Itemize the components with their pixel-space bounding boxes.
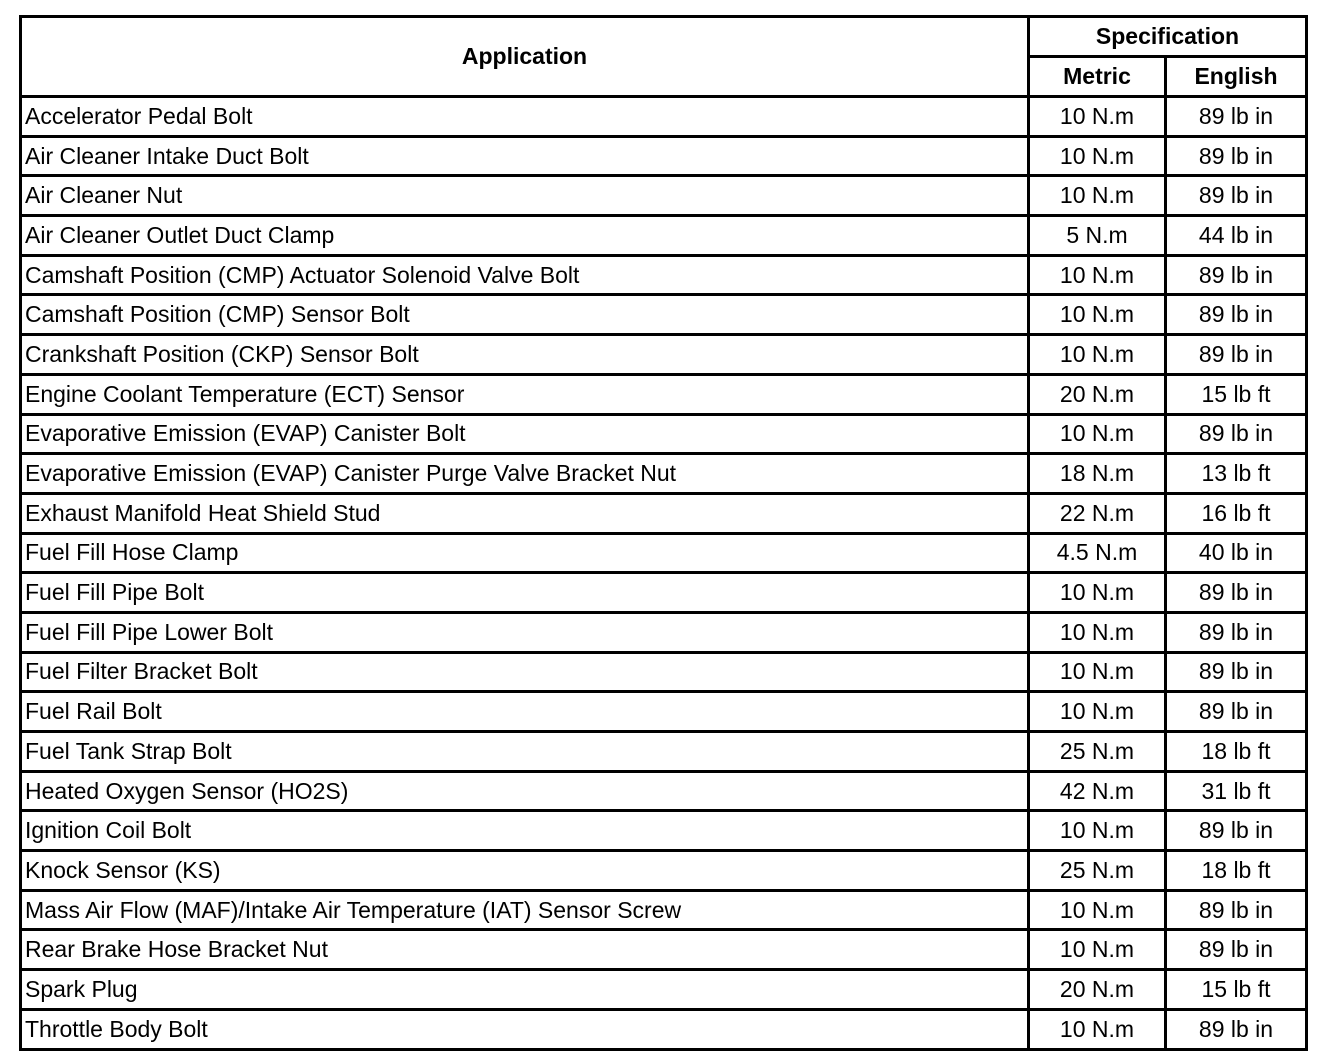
metric-value-cell: 4.5 N.m	[1029, 533, 1166, 573]
metric-value-cell: 10 N.m	[1029, 255, 1166, 295]
english-value-cell: 13 lb ft	[1166, 454, 1307, 494]
english-value-cell: 89 lb in	[1166, 652, 1307, 692]
english-value-cell: 89 lb in	[1166, 573, 1307, 613]
english-value-cell: 89 lb in	[1166, 176, 1307, 216]
table-row	[21, 176, 1307, 216]
metric-value-cell: 10 N.m	[1029, 811, 1166, 851]
metric-value-cell: 18 N.m	[1029, 454, 1166, 494]
application-cell: Rear Brake Hose Bracket Nut	[21, 930, 1029, 970]
english-column-header: English	[1166, 57, 1307, 97]
metric-value-cell: 10 N.m	[1029, 335, 1166, 375]
application-cell: Fuel Tank Strap Bolt	[21, 732, 1029, 772]
table-row	[21, 930, 1307, 970]
metric-value-cell: 10 N.m	[1029, 930, 1166, 970]
metric-value-cell: 10 N.m	[1029, 612, 1166, 652]
application-cell: Exhaust Manifold Heat Shield Stud	[21, 493, 1029, 533]
english-value-cell: 89 lb in	[1166, 930, 1307, 970]
metric-value-cell: 22 N.m	[1029, 493, 1166, 533]
application-cell: Fuel Fill Hose Clamp	[21, 533, 1029, 573]
table-row	[21, 652, 1307, 692]
table-row	[21, 295, 1307, 335]
metric-value-cell: 25 N.m	[1029, 732, 1166, 772]
metric-value-cell: 42 N.m	[1029, 771, 1166, 811]
english-value-cell: 89 lb in	[1166, 97, 1307, 137]
table-header	[21, 17, 1307, 97]
application-cell: Air Cleaner Intake Duct Bolt	[21, 136, 1029, 176]
metric-value-cell: 10 N.m	[1029, 176, 1166, 216]
english-value-cell: 89 lb in	[1166, 811, 1307, 851]
metric-value-cell: 20 N.m	[1029, 374, 1166, 414]
table-row	[21, 533, 1307, 573]
application-cell: Fuel Rail Bolt	[21, 692, 1029, 732]
metric-value-cell: 10 N.m	[1029, 1009, 1166, 1049]
fastener-specification-table	[19, 15, 1308, 1051]
english-value-cell: 89 lb in	[1166, 295, 1307, 335]
table-row	[21, 851, 1307, 891]
application-cell: Camshaft Position (CMP) Sensor Bolt	[21, 295, 1029, 335]
application-cell: Mass Air Flow (MAF)/Intake Air Temperature (IAT) Sensor Screw	[21, 890, 1029, 930]
application-cell: Fuel Fill Pipe Bolt	[21, 573, 1029, 613]
application-cell: Camshaft Position (CMP) Actuator Solenoid Valve Bolt	[21, 255, 1029, 295]
table-row	[21, 493, 1307, 533]
english-value-cell: 15 lb ft	[1166, 374, 1307, 414]
english-value-cell: 89 lb in	[1166, 414, 1307, 454]
table-row	[21, 732, 1307, 772]
application-cell: Heated Oxygen Sensor (HO2S)	[21, 771, 1029, 811]
metric-value-cell: 10 N.m	[1029, 295, 1166, 335]
english-value-cell: 89 lb in	[1166, 136, 1307, 176]
application-cell: Crankshaft Position (CKP) Sensor Bolt	[21, 335, 1029, 375]
english-value-cell: 89 lb in	[1166, 692, 1307, 732]
table-row	[21, 335, 1307, 375]
table-row	[21, 374, 1307, 414]
english-value-cell: 31 lb ft	[1166, 771, 1307, 811]
table-row	[21, 454, 1307, 494]
english-value-cell: 18 lb ft	[1166, 851, 1307, 891]
application-cell: Fuel Fill Pipe Lower Bolt	[21, 612, 1029, 652]
metric-value-cell: 10 N.m	[1029, 890, 1166, 930]
metric-value-cell: 10 N.m	[1029, 97, 1166, 137]
english-value-cell: 89 lb in	[1166, 890, 1307, 930]
english-value-cell: 40 lb in	[1166, 533, 1307, 573]
application-cell: Throttle Body Bolt	[21, 1009, 1029, 1049]
english-value-cell: 89 lb in	[1166, 335, 1307, 375]
table-row	[21, 811, 1307, 851]
metric-value-cell: 10 N.m	[1029, 136, 1166, 176]
table-row	[21, 136, 1307, 176]
application-cell: Accelerator Pedal Bolt	[21, 97, 1029, 137]
metric-value-cell: 10 N.m	[1029, 414, 1166, 454]
english-value-cell: 18 lb ft	[1166, 732, 1307, 772]
table-row	[21, 573, 1307, 613]
table-row	[21, 692, 1307, 732]
english-value-cell: 89 lb in	[1166, 1009, 1307, 1049]
specification-column-header: Specification	[1029, 17, 1307, 57]
table-row	[21, 1009, 1307, 1049]
application-cell: Ignition Coil Bolt	[21, 811, 1029, 851]
table-row	[21, 414, 1307, 454]
metric-value-cell: 10 N.m	[1029, 692, 1166, 732]
metric-value-cell: 20 N.m	[1029, 970, 1166, 1010]
english-value-cell: 89 lb in	[1166, 255, 1307, 295]
english-value-cell: 15 lb ft	[1166, 970, 1307, 1010]
metric-value-cell: 10 N.m	[1029, 573, 1166, 613]
table-row	[21, 216, 1307, 256]
table-row	[21, 97, 1307, 137]
application-cell: Spark Plug	[21, 970, 1029, 1010]
english-value-cell: 16 lb ft	[1166, 493, 1307, 533]
application-cell: Knock Sensor (KS)	[21, 851, 1029, 891]
table-row	[21, 970, 1307, 1010]
table-body	[21, 97, 1307, 1050]
metric-value-cell: 10 N.m	[1029, 652, 1166, 692]
table-row	[21, 771, 1307, 811]
table-row	[21, 890, 1307, 930]
application-cell: Engine Coolant Temperature (ECT) Sensor	[21, 374, 1029, 414]
english-value-cell: 89 lb in	[1166, 612, 1307, 652]
table-row	[21, 612, 1307, 652]
application-cell: Fuel Filter Bracket Bolt	[21, 652, 1029, 692]
application-cell: Evaporative Emission (EVAP) Canister Bolt	[21, 414, 1029, 454]
application-cell: Air Cleaner Outlet Duct Clamp	[21, 216, 1029, 256]
application-cell: Air Cleaner Nut	[21, 176, 1029, 216]
table-row	[21, 255, 1307, 295]
english-value-cell: 44 lb in	[1166, 216, 1307, 256]
header-row-top	[21, 17, 1307, 57]
application-cell: Evaporative Emission (EVAP) Canister Purge Valve Bracket Nut	[21, 454, 1029, 494]
metric-value-cell: 5 N.m	[1029, 216, 1166, 256]
application-column-header: Application	[21, 17, 1029, 97]
metric-column-header: Metric	[1029, 57, 1166, 97]
metric-value-cell: 25 N.m	[1029, 851, 1166, 891]
